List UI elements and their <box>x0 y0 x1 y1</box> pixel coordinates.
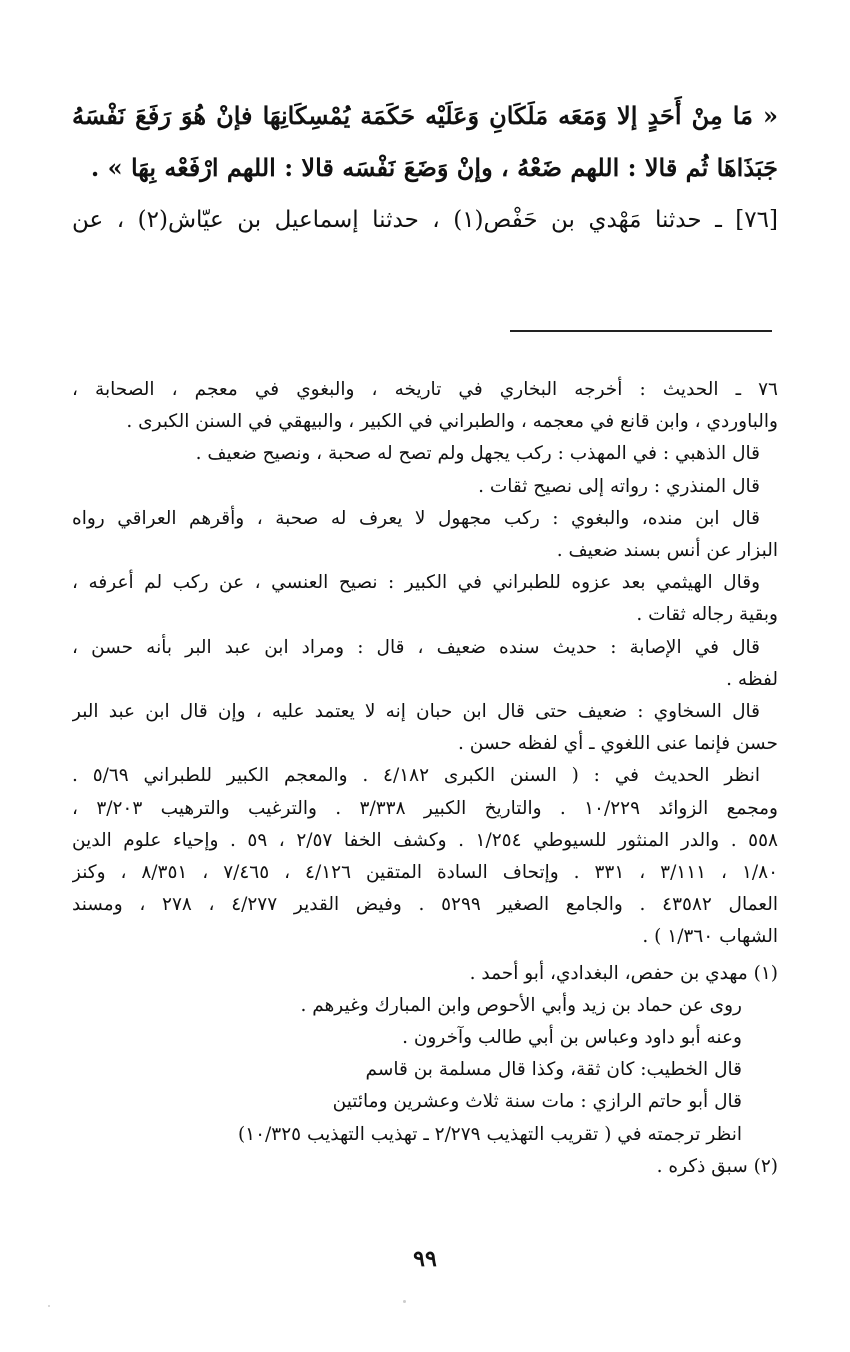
note-line: قال في الإصابة : حديث سنده ضعيف ، قال : ومراد ابن عبد البر بأنه حسن ، <box>72 636 760 658</box>
note-line: روى عن حماد بن زيد وأبي الأحوص وابن المبارك وغيرهم . <box>300 994 742 1016</box>
note-line: وبقية رجاله ثقات . <box>636 604 778 626</box>
scan-speck <box>48 1305 50 1307</box>
footnote-separator <box>510 330 772 332</box>
note-line: ٥٥٨ . والدر المنثور للسيوطي ١/٢٥٤ . وكشف الخفا ٢/٥٧ ، ٥٩ . وإحياء علوم الدين <box>72 829 778 851</box>
page-number: ٩٩ <box>413 1246 437 1272</box>
note-line: الشهاب ١/٣٦٠ ) . <box>642 926 778 948</box>
note-line: البزار عن أنس بسند ضعيف . <box>556 540 778 562</box>
note-line: قال ابن منده، والبغوي : ركب مجهول لا يعرف له صحبة ، وأقرهم العراقي رواه <box>72 507 760 529</box>
note-line: لفظه . <box>726 668 778 690</box>
note-line: والباوردي ، وابن قانع في معجمه ، والطبراني في الكبير ، والبيهقي في السنن الكبرى . <box>126 411 778 433</box>
note-line: وقال الهيثمي بعد عزوه للطبراني في الكبير : نصيح العنسي ، عن ركب لم أعرفه ، <box>72 572 760 594</box>
note-line: حسن فإنما عنى اللغوي ـ أي لفظه حسن . <box>458 733 778 755</box>
hadith-line-1: « مَا مِنْ أَحَدٍ إلا وَمَعَه مَلَكَانِ وَعَلَيْه حَكَمَة يُمْسِكَانِهَا فإنْ هُوَ رَفَعَ نَفْسَهُ <box>72 101 778 130</box>
note-line: قال المنذري : رواته إلى نصيح ثقات . <box>478 475 760 497</box>
note-line: العمال ٤٣٥٨٢ . والجامع الصغير ٥٢٩٩ . وفيض القدير ٤/٢٧٧ ، ٢٧٨ ، ومسند <box>72 894 778 916</box>
note-line: قال السخاوي : ضعيف حتى قال ابن حبان إنه لا يعتمد عليه ، وإن قال ابن عبد البر <box>72 701 760 723</box>
hadith-text <box>72 90 778 246</box>
scan-speck <box>403 1300 406 1303</box>
note-line: ١/٨٠ ، ٣/١١١ ، ٣٣١ . وإتحاف السادة المتقين ٤/١٢٦ ، ٧/٤٦٥ ، ٨/٣٥١ ، وكنز <box>72 862 778 884</box>
note-line: ٧٦ ـ الحديث : أخرجه البخاري في تاريخه ، والبغوي في معجم ، الصحابة ، <box>72 379 778 400</box>
footnotes <box>72 374 778 1183</box>
note-line: قال الخطيب: كان ثقة، وكذا قال مسلمة بن قاسم <box>365 1059 742 1081</box>
footnote-1-heading: (١) مهدي بن حفص، البغدادي، أبو أحمد . <box>469 962 778 984</box>
note-line: قال الذهبي : في المهذب : ركب يجهل ولم تصح له صحبة ، ونصيح ضعيف . <box>195 443 760 465</box>
note-line: انظر الحديث في : ( السنن الكبرى ٤/١٨٢ . والمعجم الكبير للطبراني ٥/٦٩ . <box>72 765 760 787</box>
footnote-2-heading: (٢) سبق ذكره . <box>656 1155 778 1177</box>
hadith-line-2: جَبَذَاهَا ثُم قالا : اللهم ضَعْهُ ، وإنْ وَضَعَ نَفْسَه قالا : اللهم ارْفَعْه بِهَا » . <box>90 153 778 182</box>
isnad-line: [٧٦] ـ حدثنا مَهْدي بن حَفْص(١) ، حدثنا إسماعيل بن عيّاش(٢) ، عن <box>72 207 778 233</box>
note-line: ومجمع الزوائد ١٠/٢٢٩ . والتاريخ الكبير ٣/٣٣٨ . والترغيب والترهيب ٣/٢٠٣ ، <box>72 797 778 819</box>
note-line: قال أبو حاتم الرازي : مات سنة ثلاث وعشرين ومائتين <box>332 1091 742 1113</box>
note-line: وعنه أبو داود وعباس بن أبي طالب وآخرون . <box>402 1027 742 1049</box>
note-line: انظر ترجمته في ( تقريب التهذيب ٢/٢٧٩ ـ تهذيب التهذيب ١٠/٣٢٥) <box>237 1123 742 1145</box>
